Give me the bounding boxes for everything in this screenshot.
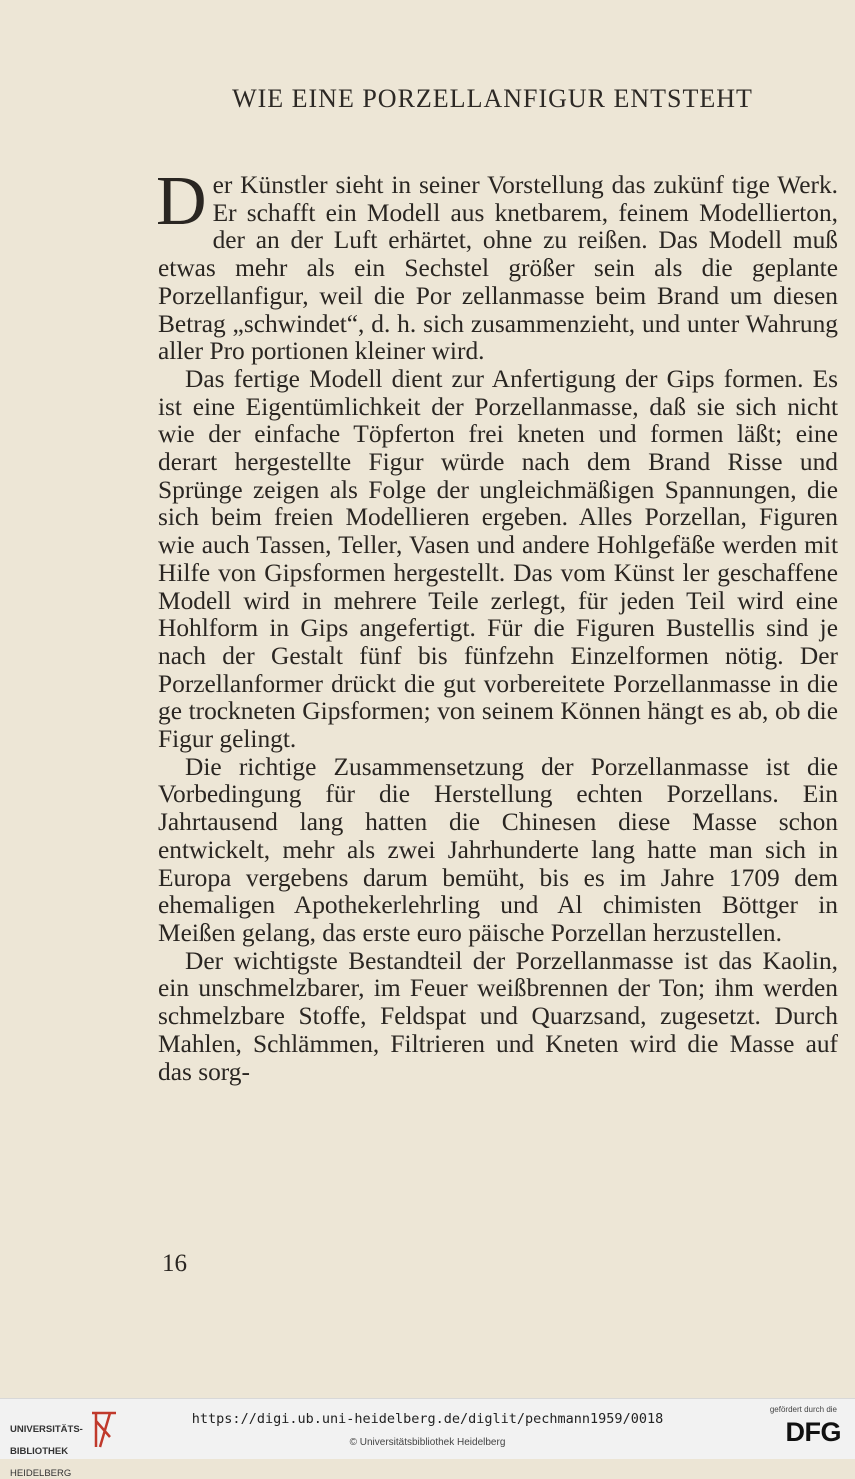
line: der Ton; ihm werden schmelzbare Stoffe, Feldspat: [158, 974, 839, 1031]
permalink-url[interactable]: https://digi.ub.uni-heidelberg.de/diglit/pechmann1959/0018: [191, 1411, 664, 1427]
paragraph-2: [158, 366, 838, 754]
line: das Kaolin, ein unschmelzbarer, im Feuer weißbrennen: [158, 946, 838, 1003]
line: feinem Modellierton, der an der Luft erhärtet, ohne zu: [212, 198, 838, 255]
copyright-notice: © Universitätsbibliothek Heidelberg: [349, 1437, 506, 1448]
library-name-line: BIBLIOTHEK: [10, 1446, 69, 1457]
line: chimisten Böttger in Meißen gelang, das erste euro: [158, 891, 838, 947]
line: Modellieren ergeben. Alles Porzellan, Figuren wie auch: [158, 503, 838, 560]
line: die Vorbedingung für die Herstellung echten Porzellans.: [158, 752, 838, 809]
paragraph-4: [158, 948, 838, 1087]
body-text: [156, 163, 839, 1086]
line: Tassen, Teller, Vasen und andere Hohlgefäße werden: [256, 531, 805, 560]
line: formen. Es ist eine Eigentümlichkeit der Porzellanmasse,: [158, 364, 838, 421]
funder-label: gefördert durch die: [769, 1405, 837, 1414]
paragraph-1: [156, 163, 838, 366]
line: bis fünfzehn Einzelformen nötig. Der Porzellanformer: [158, 641, 838, 698]
line: zellanmasse beim Brand um diesen Betrag „schwindet“,: [158, 281, 838, 338]
paragraph-3: [158, 754, 838, 948]
line: tige Werk. Er schafft ein Modell aus knetbarem,: [212, 171, 838, 227]
line: er Künstler sieht in seiner Vorstellung das zukünf: [212, 171, 724, 199]
line: und Quarzsand, zugesetzt. Durch Mahlen, Schlämmen,: [158, 1002, 838, 1058]
line: man sich in Europa vergebens darum bemüht, bis es im: [158, 835, 839, 892]
line: Der wichtigste Bestandteil der Porzellanmasse ist: [185, 946, 719, 975]
line: drückt die gut vorbereitete Porzellanmasse in die ge: [158, 669, 839, 726]
line: Ein Jahrtausend lang hatten die Chinesen diese Masse: [158, 780, 838, 837]
line: mit Hilfe von Gipsformen hergestellt. Das vom Künst: [158, 531, 838, 587]
line: Jahre 1709 dem ehemaligen Apothekerlehrling und Al: [158, 863, 838, 920]
line: daß sie sich nicht wie der einfache Töpferton frei kneten: [158, 392, 838, 449]
line: schon entwickelt, mehr als zwei Jahrhunderte lang hatte: [158, 808, 838, 864]
line: ler geschaffene Modell wird in mehrere Teile zerlegt,: [158, 558, 838, 615]
line: der ungleichmäßigen Spannungen, die sich beim freien: [158, 475, 839, 532]
line: größer sein als die geplante Porzellanfigur, weil die Por: [158, 254, 838, 310]
drop-cap: D: [156, 163, 207, 240]
line: reißen. Das Modell muß etwas mehr als ein Sechstel: [158, 226, 838, 283]
library-name-line: HEIDELBERG: [10, 1468, 72, 1479]
line: ob die Figur gelingt.: [158, 697, 838, 754]
page-number: 16: [162, 1250, 187, 1277]
line: nach dem Brand Risse und Sprünge zeigen als Folge: [158, 448, 838, 504]
line: trockneten Gipsformen; von seinem Können hängt es ab,: [188, 697, 775, 726]
line: für jeden Teil wird eine Hohlform in Gips angefertigt.: [158, 586, 839, 643]
line: und formen läßt; eine derart hergestellte Figur würde: [158, 420, 838, 477]
running-title: WIE EINE PORZELLANFIGUR ENTSTEHT: [232, 84, 753, 113]
library-name-line: UNIVERSITÄTS-: [10, 1424, 83, 1435]
line: Für die Figuren Bustellis sind je nach der Gestalt fünf: [158, 614, 839, 670]
line: päische Porzellan herzustellen.: [468, 918, 782, 947]
line: portionen kleiner wird.: [251, 337, 485, 366]
viewer-footer: [0, 1398, 855, 1479]
line: Die richtige Zusammensetzung der Porzellanmasse ist: [185, 752, 807, 781]
line: Das fertige Modell dient zur Anfertigung der Gips: [185, 364, 715, 393]
line: d. h. sich zusammenzieht, und unter Wahrung aller Pro: [158, 309, 838, 366]
line: Filtrieren und Kneten wird die Masse auf das sorg-: [158, 1029, 839, 1086]
dfg-logo[interactable]: DFG: [785, 1417, 841, 1447]
